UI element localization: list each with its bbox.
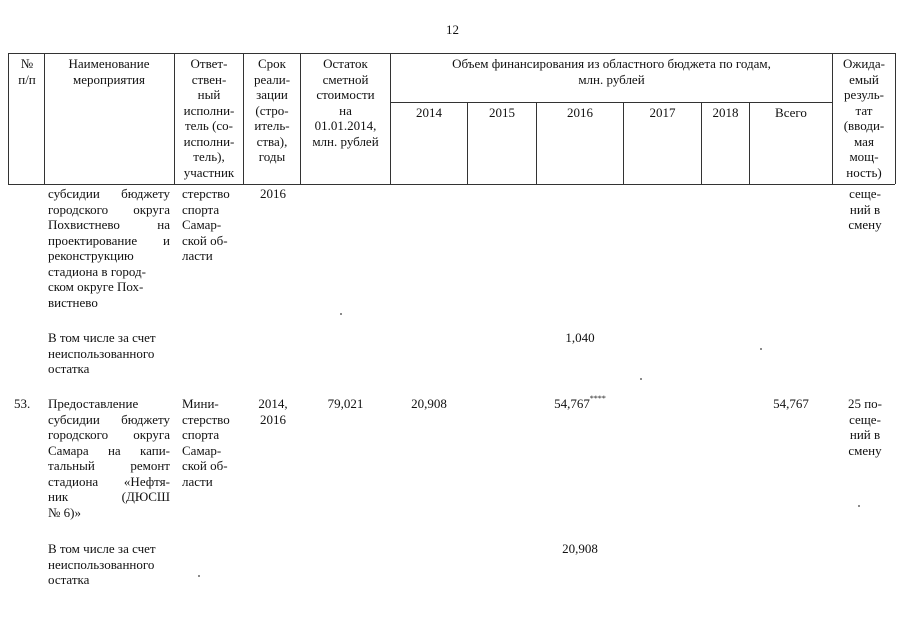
row-balance: 79,021 <box>327 396 364 411</box>
header-year-2014: 2014 <box>416 105 442 120</box>
row-name: В том числе за счет неиспользованного остатка <box>48 330 156 376</box>
header-year-2018: 2018 <box>712 105 739 120</box>
header-financing: Объем финансирования из областного бюджета по годам, млн. рублей <box>452 56 771 87</box>
row-result: 25 по- сеще- ний в смену <box>847 396 883 458</box>
row-name: Предоставление субсидии бюджету городского округа Самара на капи- тальный ремонт стадиона «Нефтя- ник (ДЮСШ № 6)» <box>48 396 170 520</box>
header-num: № п/п <box>18 56 36 87</box>
row-value-2014: 20,908 <box>411 396 447 411</box>
header-year-2017: 2017 <box>649 105 676 120</box>
row-result: сеще- ний в смену <box>848 186 882 232</box>
header-responsible: Ответ- ствен- ный исполни- тель (со- исполни- тель), участник <box>183 56 235 180</box>
row-value-2016: 20,908 <box>562 541 598 556</box>
row-name: В том числе за счет неиспользованного остатка <box>48 541 156 587</box>
row-name: субсидии бюджету городского округа Похвистнево на проектирование и реконструкцию стадиона в город- ском округе Пох- вистнево <box>48 186 170 310</box>
row-term: 2016 <box>260 186 286 201</box>
header-result: Ожида- емый резуль- тат (вводи- мая мощ- ность) <box>842 56 886 180</box>
page-number: 12 <box>446 22 459 37</box>
row-number: 53. <box>14 396 31 411</box>
header-year-2015: 2015 <box>489 105 515 120</box>
footnote-mark: **** <box>589 393 606 403</box>
row-value-2016: 54,767**** <box>554 393 606 411</box>
header-name: Наименование мероприятия <box>68 56 150 87</box>
row-value-total: 54,767 <box>773 396 809 411</box>
header-balance: Остаток сметной стоимости на 01.01.2014, млн. рублей <box>312 56 379 149</box>
header-year-2016: 2016 <box>567 105 593 120</box>
row-value-2016: 1,040 <box>565 330 595 345</box>
header-term: Срок реали- зации (стро- итель- ства), годы <box>253 56 291 164</box>
row-responsible: стерство спорта Самар- ской об- ласти <box>182 186 230 263</box>
row-responsible: Мини- стерство спорта Самар- ской об- ласти <box>182 396 230 489</box>
row-term: 2014, 2016 <box>258 396 288 427</box>
header-year-total: Всего <box>775 105 807 120</box>
